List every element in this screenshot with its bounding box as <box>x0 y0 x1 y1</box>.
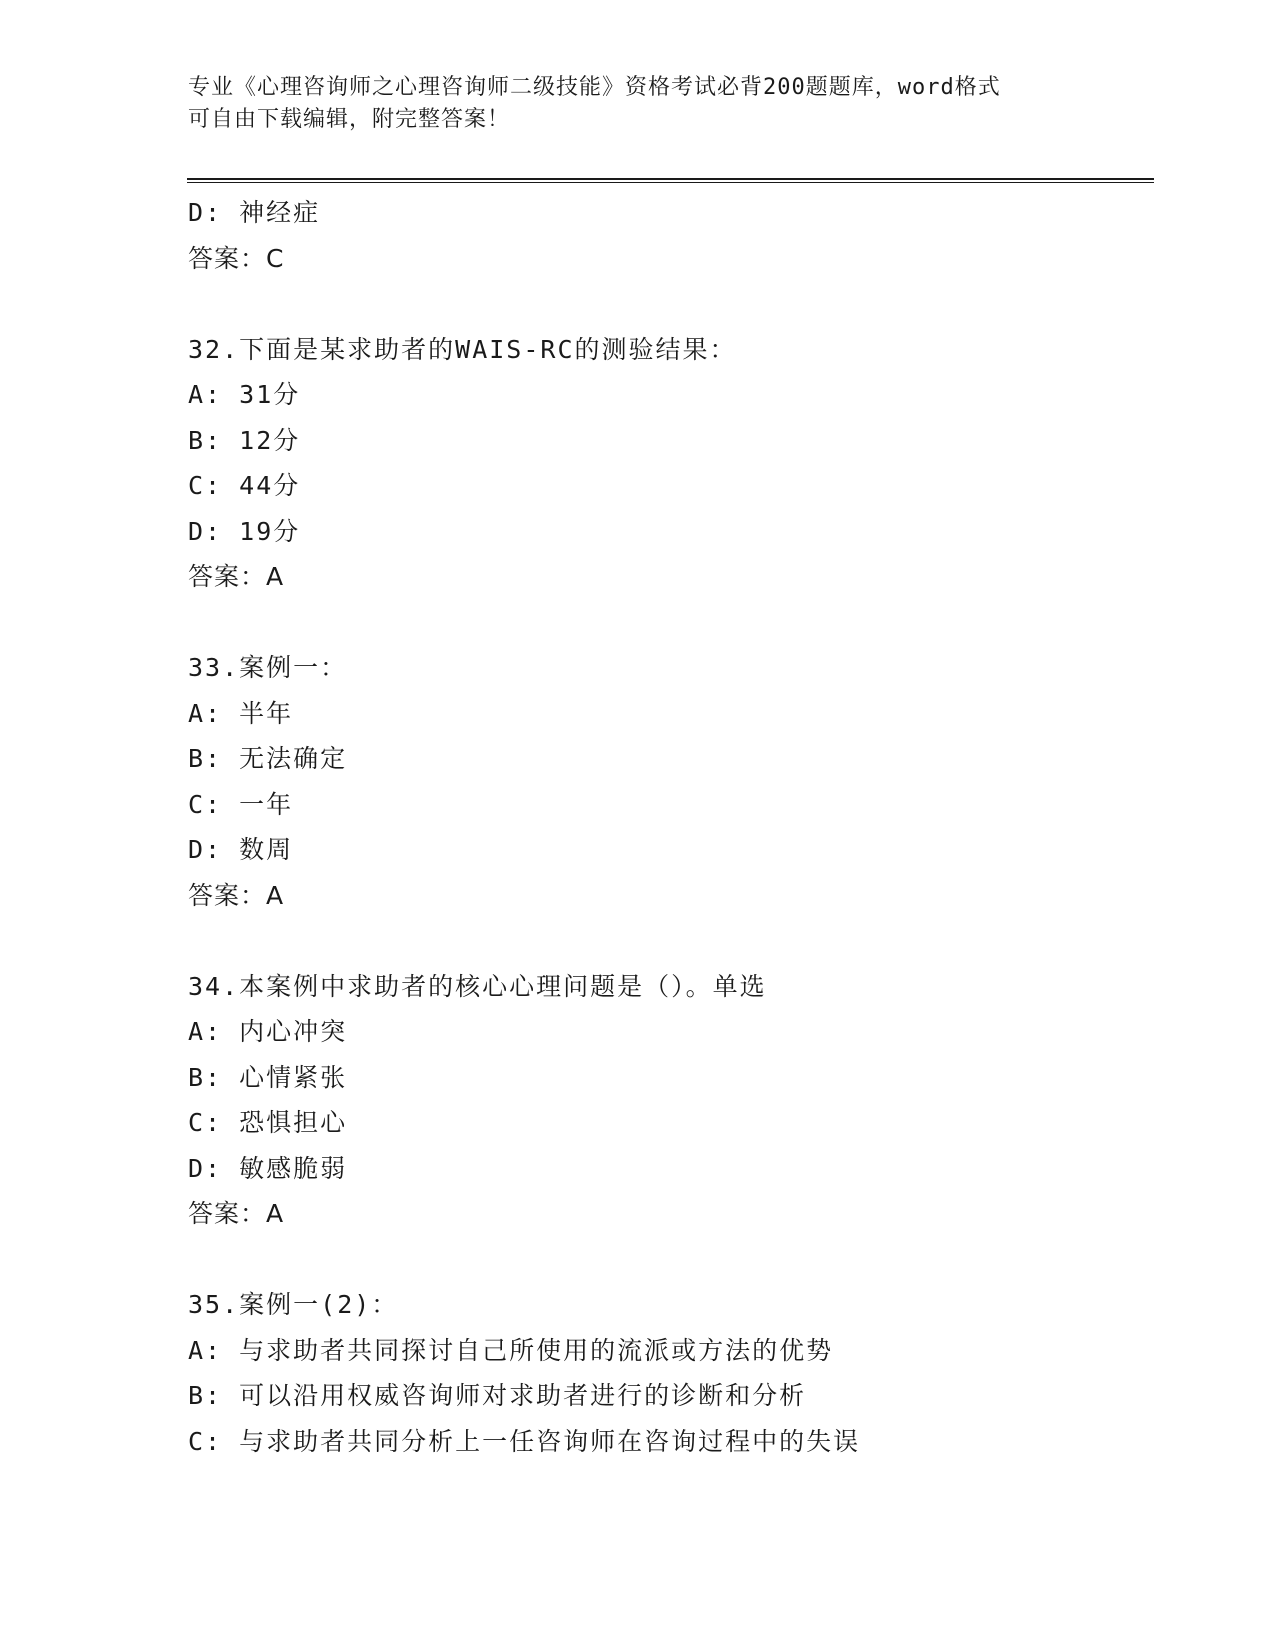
question-35 <box>188 1282 1148 1464</box>
option-d: D: 数周 <box>188 835 294 864</box>
spacer <box>188 918 1148 964</box>
option-c: C: 与求助者共同分析上一任咨询师在咨询过程中的失误 <box>188 1426 861 1456</box>
option-a: A: 与求助者共同探讨自己所使用的流派或方法的优势 <box>188 1335 834 1365</box>
answer-line: 答案：A <box>188 880 285 910</box>
option-c: C: 44分 <box>188 471 301 500</box>
option-b: B: 可以沿用权威咨询师对求助者进行的诊断和分析 <box>188 1381 807 1410</box>
question-list <box>188 190 1148 1464</box>
question-33 <box>188 645 1148 918</box>
page-header <box>188 72 1088 136</box>
option-c: C: 恐惧担心 <box>188 1108 348 1137</box>
option-c: C: 一年 <box>188 789 294 819</box>
question-continuation <box>188 190 1148 281</box>
question-stem: 34.本案例中求助者的核心心理问题是（）。单选 <box>188 971 767 1001</box>
answer-line: 答案：C <box>188 243 285 273</box>
option-a: A: 31分 <box>188 380 301 409</box>
question-stem: 32.下面是某求助者的WAIS-RC的测验结果： <box>188 334 737 364</box>
spacer <box>188 1237 1148 1283</box>
option-a: A: 半年 <box>188 698 294 728</box>
header-divider <box>187 178 1154 183</box>
option-d: D: 19分 <box>188 516 301 546</box>
question-32 <box>188 327 1148 600</box>
spacer <box>188 281 1148 327</box>
spacer <box>188 600 1148 646</box>
answer-line: 答案：A <box>188 1199 285 1228</box>
option-b: B: 12分 <box>188 425 301 455</box>
question-stem: 35.案例一(2)： <box>188 1290 399 1319</box>
option-b: B: 心情紧张 <box>188 1062 348 1092</box>
header-line-1: 专业《心理咨询师之心理咨询师二级技能》资格考试必背200题题库，word格式 <box>188 75 1001 100</box>
header-line-2: 可自由下载编辑，附完整答案！ <box>188 107 511 132</box>
question-stem: 33.案例一： <box>188 653 348 682</box>
question-34 <box>188 964 1148 1237</box>
option-d: D: 神经症 <box>188 198 321 227</box>
option-a: A: 内心冲突 <box>188 1017 348 1046</box>
option-b: B: 无法确定 <box>188 744 348 773</box>
option-d: D: 敏感脆弱 <box>188 1153 348 1183</box>
answer-line: 答案：A <box>188 562 285 591</box>
